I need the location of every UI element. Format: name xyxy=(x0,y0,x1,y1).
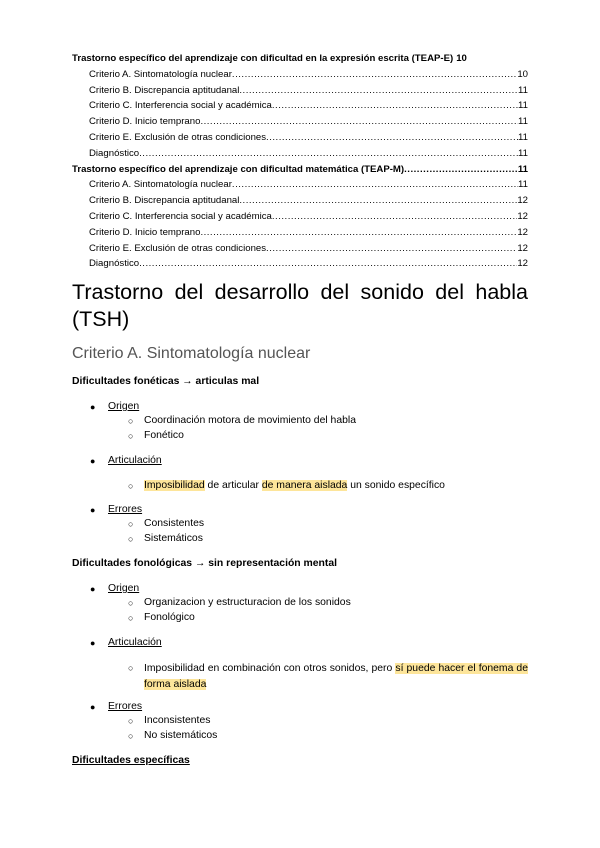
sub-bullet-icon: ○ xyxy=(128,663,134,673)
sub-bullet-text: Sistemáticos xyxy=(144,533,203,544)
sub-bullet-text xyxy=(144,479,528,493)
toc-entry-text: Diagnóstico xyxy=(89,147,140,159)
sub-bullet-icon: ○ xyxy=(128,481,134,491)
highlighted-text: de manera aislada xyxy=(261,480,348,491)
bullet-icon: ● xyxy=(90,638,96,648)
bullet-icon: ● xyxy=(90,584,96,594)
toc-entry[interactable] xyxy=(72,146,528,162)
highlighted-text: Imposibilidad xyxy=(144,480,205,491)
sub-bullet-text: Inconsistentes xyxy=(144,715,211,726)
heading-2: Criterio A. Sintomatología nuclear xyxy=(72,345,311,362)
toc-entry-text: Trastorno específico del aprendizaje con dificultad matemática (TEAP-M) xyxy=(72,163,405,175)
bullet-icon: ● xyxy=(90,402,96,412)
table-of-contents xyxy=(72,51,528,272)
toc-entry-text: Criterio D. Inicio temprano xyxy=(89,226,201,238)
toc-entry[interactable] xyxy=(72,98,528,114)
toc-entry[interactable] xyxy=(72,67,528,83)
toc-entry-page: 11 xyxy=(518,131,528,143)
toc-entry-page: 11 xyxy=(518,84,528,96)
toc-dot-leader xyxy=(139,256,517,272)
toc-entry-page: 11 xyxy=(518,147,528,159)
toc-entry-text: Criterio B. Discrepancia aptitudanal xyxy=(89,84,240,96)
toc-dot-leader xyxy=(200,114,518,130)
toc-entry-text: Diagnóstico xyxy=(89,258,140,270)
toc-dot-leader xyxy=(232,67,517,83)
sub-bullet-text: Organizacion y estructuracion de los sonidos xyxy=(144,597,351,608)
toc-entry[interactable] xyxy=(72,225,528,241)
toc-entry-page: 11 xyxy=(518,100,528,112)
bullet-label: Errores xyxy=(108,701,143,712)
toc-entry[interactable] xyxy=(72,209,528,225)
bullet-label: Errores xyxy=(108,504,143,515)
toc-entry-text: Criterio E. Exclusión de otras condiciones xyxy=(89,242,267,254)
bullet-icon: ● xyxy=(90,505,96,515)
toc-entry-text: Criterio C. Interferencia social y académica xyxy=(89,100,272,112)
toc-entry[interactable] xyxy=(72,241,528,257)
toc-entry[interactable] xyxy=(72,83,528,99)
toc-dot-leader xyxy=(239,193,517,209)
toc-entry[interactable] xyxy=(72,177,528,193)
sub-bullet-icon: ○ xyxy=(128,613,134,623)
toc-entry-page: 12 xyxy=(517,242,528,254)
toc-entry[interactable] xyxy=(72,130,528,146)
toc-entry[interactable] xyxy=(72,114,528,130)
toc-dot-leader xyxy=(239,83,518,99)
toc-dot-leader xyxy=(272,209,517,225)
sub-bullet-icon: ○ xyxy=(128,416,134,426)
toc-dot-leader xyxy=(404,162,518,178)
section-title-foneticas: Dificultades fonéticas → articulas mal xyxy=(72,376,260,387)
sub-bullet-icon: ○ xyxy=(128,716,134,726)
bullet-label: Origen xyxy=(108,583,140,594)
toc-dot-leader xyxy=(232,177,518,193)
sub-bullet-icon: ○ xyxy=(128,431,134,441)
toc-entry-text: Criterio E. Exclusión de otras condiciones xyxy=(89,131,267,143)
toc-entry[interactable] xyxy=(72,51,528,67)
toc-entry-page: 11 xyxy=(518,116,528,128)
bullet-icon: ● xyxy=(90,702,96,712)
toc-entry[interactable] xyxy=(72,256,528,272)
sub-bullet-text xyxy=(144,661,528,692)
toc-entry-text: Criterio D. Inicio temprano xyxy=(89,116,201,128)
toc-entry-page: 11 xyxy=(517,163,528,175)
bullet-label: Articulación xyxy=(108,637,162,648)
toc-dot-leader xyxy=(200,225,517,241)
toc-dot-leader xyxy=(266,241,517,257)
bullet-label: Articulación xyxy=(108,455,162,466)
toc-entry-page: 12 xyxy=(517,195,528,207)
toc-entry-text: Criterio C. Interferencia social y académica xyxy=(89,210,272,222)
toc-entry-text: Criterio A. Sintomatología nuclear xyxy=(89,68,232,80)
toc-entry-text: Criterio A. Sintomatología nuclear xyxy=(89,179,232,191)
sub-bullet-icon: ○ xyxy=(128,731,134,741)
toc-dot-leader xyxy=(139,146,518,162)
section-title-fonologicas: Dificultades fonológicas → sin representación mental xyxy=(72,558,338,569)
toc-entry-text: Trastorno específico del aprendizaje con dificultad en la expresión escrita (TEAP-E) xyxy=(72,53,454,64)
toc-entry-page: 10 xyxy=(456,53,467,64)
toc-entry-page: 12 xyxy=(517,226,528,238)
toc-entry[interactable] xyxy=(72,162,528,178)
sub-bullet-text: Coordinación motora de movimiento del habla xyxy=(144,415,356,426)
plain-text: Imposibilidad en combinación con otros sonidos, pero xyxy=(144,663,396,674)
sub-bullet-icon: ○ xyxy=(128,534,134,544)
toc-entry-page: 12 xyxy=(517,210,528,222)
section-title-especificas: Dificultades específicas xyxy=(72,755,190,766)
sub-bullet-icon: ○ xyxy=(128,519,134,529)
toc-entry[interactable] xyxy=(72,193,528,209)
plain-text: de articular xyxy=(204,480,262,491)
toc-dot-leader xyxy=(272,98,518,114)
sub-bullet-text: Fonológico xyxy=(144,612,195,623)
bullet-label: Origen xyxy=(108,401,140,412)
highlighted-text: sí puede hacer el fonema de forma aislada xyxy=(144,663,528,690)
sub-bullet-text: Fonético xyxy=(144,430,184,441)
toc-entry-page: 10 xyxy=(517,68,528,80)
toc-entry-page: 11 xyxy=(518,179,528,191)
toc-dot-leader xyxy=(266,130,518,146)
bullet-icon: ● xyxy=(90,456,96,466)
heading-1: Trastorno del desarrollo del sonido del habla (TSH) xyxy=(72,280,528,331)
sub-bullet-text: Consistentes xyxy=(144,518,205,529)
sub-bullet-text: No sistemáticos xyxy=(144,730,218,741)
sub-bullet-icon: ○ xyxy=(128,598,134,608)
plain-text: un sonido específico xyxy=(347,480,445,491)
toc-entry-page: 12 xyxy=(517,258,528,270)
toc-entry-text: Criterio B. Discrepancia aptitudanal xyxy=(89,195,240,207)
